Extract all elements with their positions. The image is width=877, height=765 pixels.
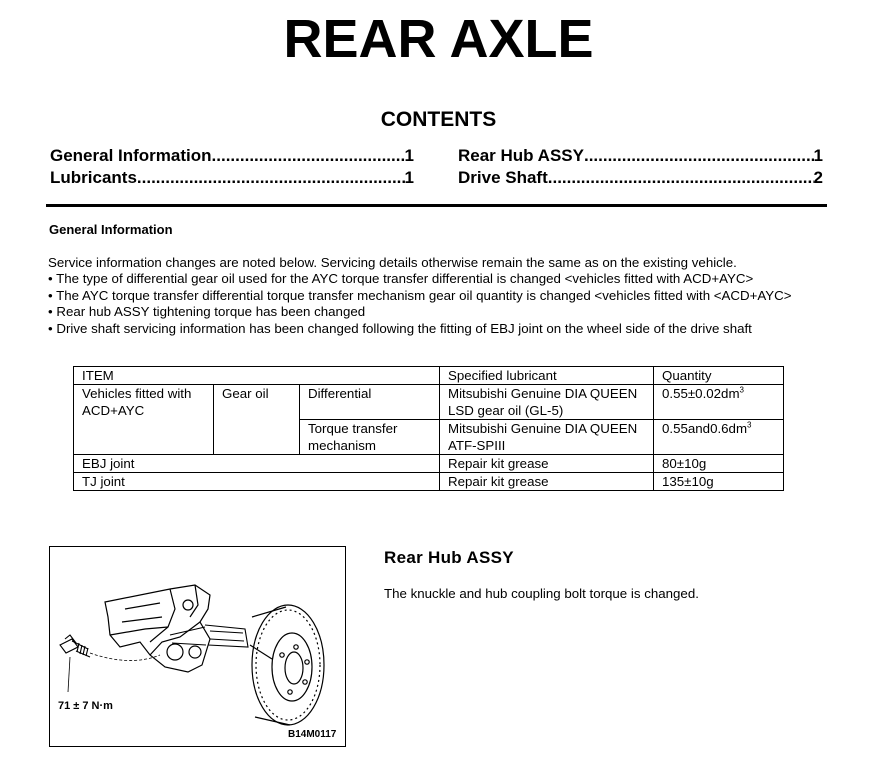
- cell-quantity: 135±10g: [654, 473, 784, 491]
- cell-torque-transfer: Torque transfer mechanism: [300, 420, 440, 455]
- page-title: REAR AXLE: [283, 9, 594, 69]
- table-row: [74, 473, 784, 491]
- cell-vehicle-group: Vehicles fitted with ACD+AYC: [74, 385, 214, 455]
- section-heading-general-information: General Information: [49, 222, 173, 237]
- bullet-line: • Drive shaft servicing information has been changed following the fitting of EBJ joint on the wheel side of the drive shaft: [48, 320, 752, 336]
- quantity-value: 0.55±0.02dm: [662, 386, 740, 401]
- contents-heading: CONTENTS: [380, 108, 497, 131]
- toc-page: 1: [404, 168, 414, 187]
- cell-differential: Differential: [300, 385, 440, 420]
- header-lubricant: Specified lubricant: [440, 367, 654, 385]
- lubricant-table: [73, 366, 784, 491]
- toc-label: Drive Shaft: [458, 168, 548, 187]
- toc-page: 2: [813, 168, 823, 187]
- quantity-value: 0.55and0.6dm: [662, 421, 748, 436]
- general-information-text: [48, 255, 792, 337]
- cell-quantity: [654, 385, 784, 420]
- cell-lubricant: Mitsubishi Genuine DIA QUEEN ATF-SPIII: [440, 420, 654, 455]
- cell-tj-joint: TJ joint: [74, 473, 440, 491]
- text-line: Service information changes are noted below. Servicing details otherwise remain the same as on the existing vehicle.: [48, 255, 737, 270]
- cell-quantity: 80±10g: [654, 455, 784, 473]
- toc-label: Lubricants: [50, 168, 137, 187]
- toc-leader: [584, 146, 814, 166]
- header-quantity: Quantity: [654, 367, 784, 385]
- bullet-line: • The AYC torque transfer differential torque transfer mechanism gear oil quantity is changed <vehicles fitted with <ACD+AYC>: [48, 287, 792, 303]
- unit-superscript: 3: [739, 385, 744, 395]
- bullet-line: • Rear hub ASSY tightening torque has been changed: [48, 304, 366, 320]
- rear-hub-text: The knuckle and hub coupling bolt torque is changed.: [384, 586, 699, 601]
- toc-leader: [137, 168, 405, 188]
- rear-hub-drawing: [50, 547, 345, 746]
- table-row: [74, 455, 784, 473]
- toc-entry-drive-shaft[interactable]: [458, 168, 823, 188]
- toc-label: Rear Hub ASSY: [458, 146, 584, 165]
- cell-lubricant: Repair kit grease: [440, 473, 654, 491]
- toc-page: 1: [404, 146, 414, 165]
- bullet-line: • The type of differential gear oil used for the AYC torque transfer differential is changed <vehicles fitted with ACD+AYC>: [48, 271, 754, 287]
- figure-code: B14M0117: [288, 729, 337, 740]
- header-item: ITEM: [74, 367, 440, 385]
- cell-gear-oil: Gear oil: [214, 385, 300, 455]
- toc-entry-rear-hub-assy[interactable]: [458, 146, 823, 166]
- section-divider: [46, 204, 827, 207]
- table-header-row: [74, 367, 784, 385]
- knuckle-outline: [105, 585, 210, 672]
- unit-superscript: 3: [747, 420, 752, 430]
- cell-quantity: [654, 420, 784, 455]
- rear-hub-illustration: [49, 546, 346, 747]
- toc-page: 1: [813, 146, 823, 165]
- toc-label: General Information: [50, 146, 212, 165]
- brake-disc-outline: [250, 605, 324, 725]
- toc-leader: [212, 146, 405, 166]
- toc-leader: [548, 168, 814, 188]
- cell-lubricant: Repair kit grease: [440, 455, 654, 473]
- bolt-icon: [60, 635, 90, 657]
- section-heading-rear-hub-assy: Rear Hub ASSY: [384, 548, 514, 567]
- table-row: [74, 385, 784, 420]
- cell-lubricant: Mitsubishi Genuine DIA QUEEN LSD gear oil (GL-5): [440, 385, 654, 420]
- toc-entry-lubricants[interactable]: [50, 168, 414, 188]
- torque-label: 71 ± 7 N·m: [58, 700, 113, 712]
- torque-leader: [68, 657, 70, 692]
- cell-ebj-joint: EBJ joint: [74, 455, 440, 473]
- toc-entry-general-information[interactable]: [50, 146, 414, 166]
